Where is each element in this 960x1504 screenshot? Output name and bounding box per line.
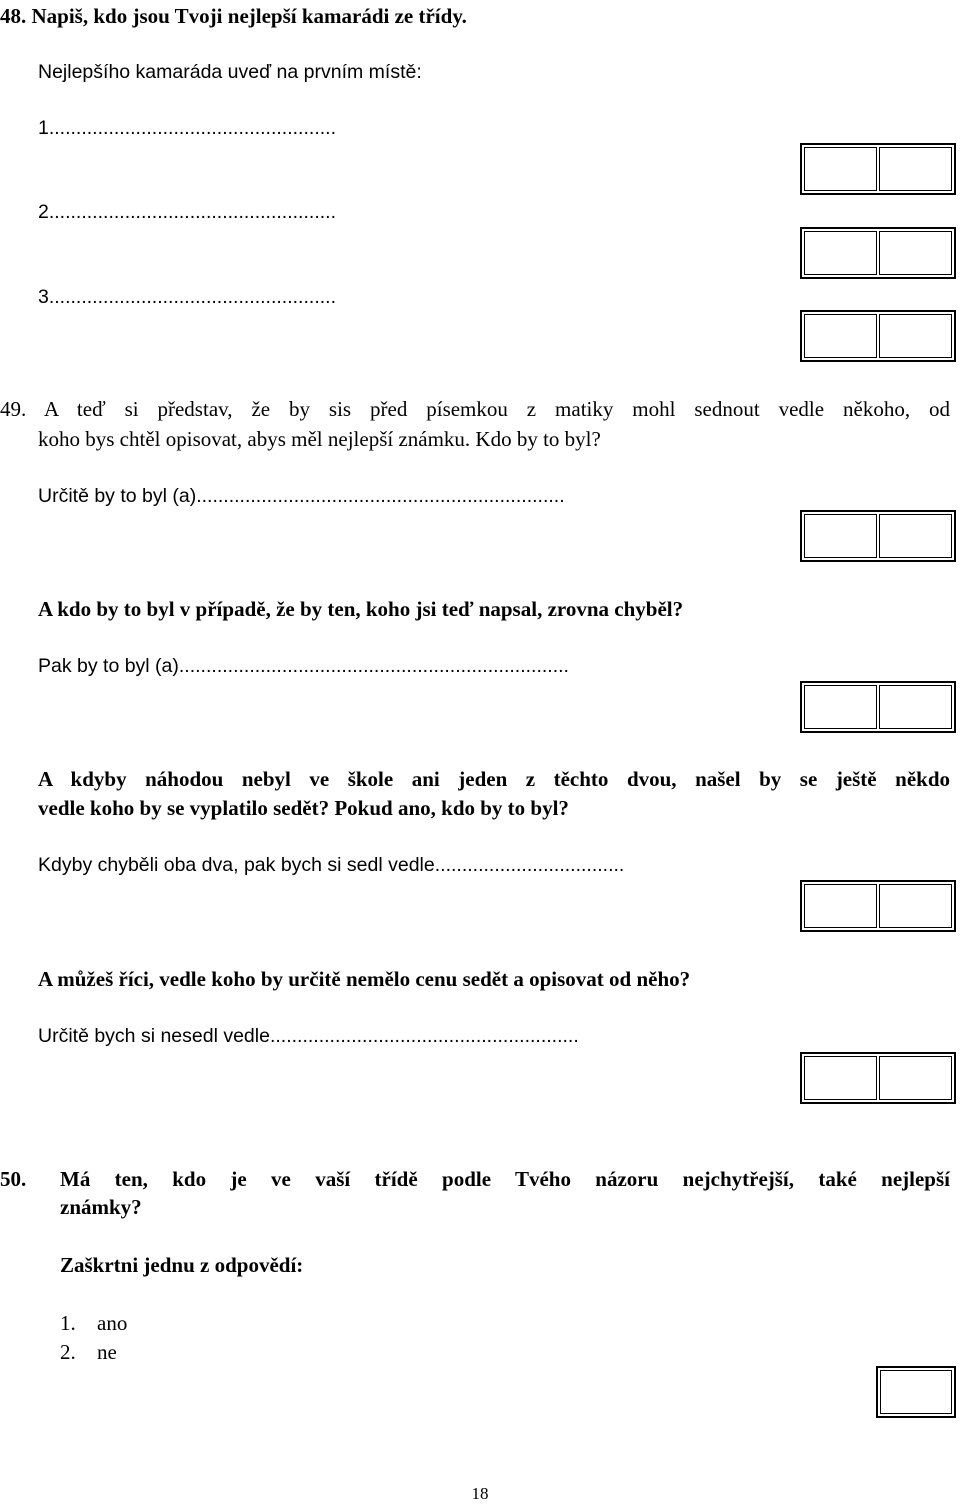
q50-instruction: Zaškrtni jednu z odpovědí: (60, 1253, 304, 1277)
code-box-q49-4[interactable] (800, 1052, 956, 1104)
code-cell[interactable] (879, 1056, 952, 1100)
code-cell[interactable] (879, 685, 952, 729)
code-box-q49-1[interactable] (800, 510, 956, 562)
code-cell[interactable] (804, 685, 877, 729)
code-cell[interactable] (879, 147, 952, 191)
q50-option-1-label[interactable]: ano (97, 1311, 128, 1335)
code-cell[interactable] (879, 514, 952, 558)
q49-answer-1[interactable]: Určitě by to byl (a).................................................................... (38, 485, 565, 507)
q49-heading-line-1: 49. A teď si představ, že by sis před písemkou z matiky mohl sednout vedle někoho, od (0, 397, 950, 421)
q48-answer-line-2[interactable]: 2..................................................... (38, 201, 336, 223)
code-cell[interactable] (804, 314, 877, 358)
code-box-q48-2[interactable] (800, 227, 956, 279)
q50-number: 50. (0, 1167, 27, 1191)
q50-heading-line-2: známky? (60, 1195, 142, 1219)
code-cell[interactable] (804, 884, 877, 928)
code-box-q48-1[interactable] (800, 143, 956, 195)
q48-answer-line-3[interactable]: 3..................................................... (38, 286, 336, 308)
q48-heading: 48. Napiš, kdo jsou Tvoji nejlepší kamarádi ze třídy. (0, 4, 467, 28)
code-box-q49-2[interactable] (800, 681, 956, 733)
q49-answer-3[interactable]: Kdyby chyběli oba dva, pak bych si sedl vedle................................... (38, 854, 625, 876)
code-cell[interactable] (879, 231, 952, 275)
page-number: 18 (471, 1484, 489, 1503)
q49-answer-2[interactable]: Pak by to byl (a)........................................................................ (38, 655, 569, 677)
code-cell[interactable] (880, 1370, 952, 1414)
q49-sub-question-3-line-1: A kdyby náhodou nebyl ve škole ani jeden z těchto dvou, našel by se ještě někdo (38, 767, 950, 791)
q50-heading-line-1: Má ten, kdo je ve vaší třídě podle Tvého názoru nejchytřejší, také nejlepší (60, 1167, 950, 1191)
code-cell[interactable] (879, 314, 952, 358)
q49-sub-question-2: A kdo by to byl v případě, že by ten, koho jsi teď napsal, zrovna chyběl? (38, 597, 684, 621)
q49-sub-question-3-line-2: vedle koho by se vyplatilo sedět? Pokud ano, kdo by to byl? (38, 796, 569, 820)
code-cell[interactable] (804, 147, 877, 191)
code-cell[interactable] (804, 514, 877, 558)
q50-option-1-number: 1. (60, 1311, 76, 1335)
code-cell[interactable] (879, 884, 952, 928)
code-cell[interactable] (804, 231, 877, 275)
code-box-q48-3[interactable] (800, 310, 956, 362)
code-cell[interactable] (804, 1056, 877, 1100)
q49-answer-4[interactable]: Určitě bych si nesedl vedle......................................................... (38, 1025, 579, 1047)
q50-option-2-number: 2. (60, 1340, 76, 1364)
q48-answer-line-1[interactable]: 1..................................................... (38, 117, 336, 139)
q50-option-2-label[interactable]: ne (97, 1340, 117, 1364)
code-box-q50[interactable] (876, 1366, 956, 1418)
q48-instruction: Nejlepšího kamaráda uveď na prvním místě: (38, 61, 422, 83)
q49-sub-question-4: A můžeš říci, vedle koho by určitě nemělo cenu sedět a opisovat od něho? (38, 967, 691, 991)
q49-heading-line-2: koho bys chtěl opisovat, abys měl nejlepší známku. Kdo by to byl? (38, 427, 601, 451)
code-box-q49-3[interactable] (800, 880, 956, 932)
